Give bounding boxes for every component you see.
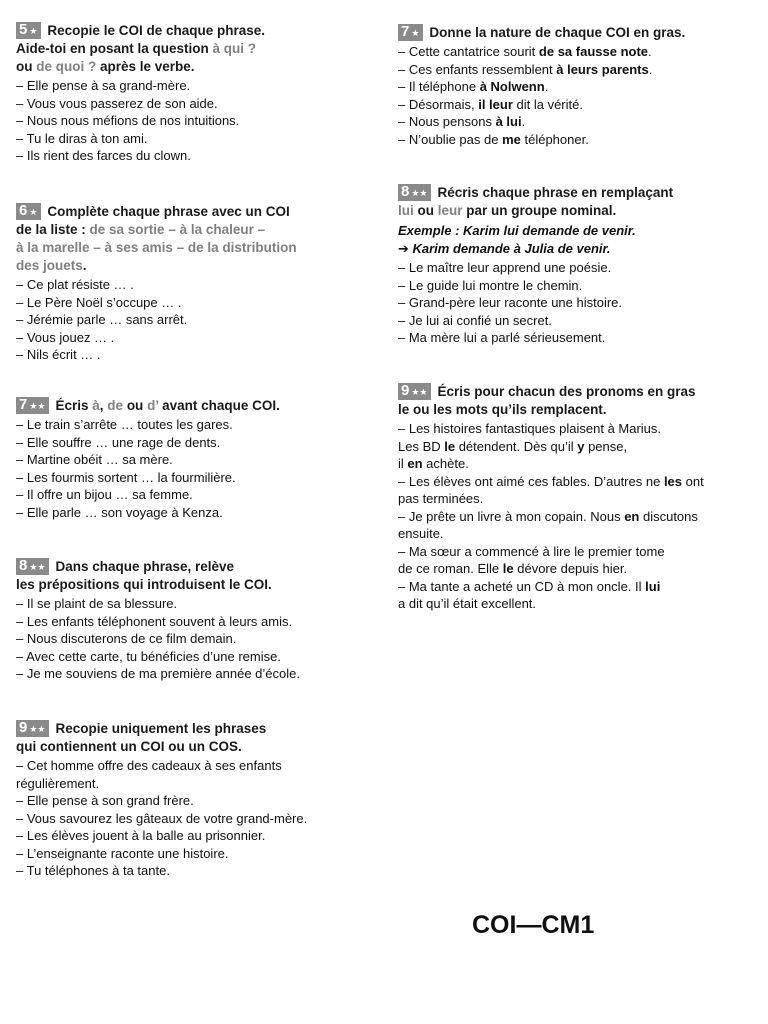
list-item: – Ma mère lui a parlé sérieusement. xyxy=(398,330,606,345)
exercise-7-right xyxy=(398,24,758,148)
text-line: il en achète. xyxy=(398,456,469,471)
text-line: – Ma tante a acheté un CD à mon oncle. Il lui xyxy=(398,578,661,594)
list-item: – Elle pense à son grand frère. xyxy=(16,793,194,808)
list-item: – Elle pense à sa grand-mère. xyxy=(16,78,191,93)
star-icon: ★★ xyxy=(411,188,428,198)
list-item: – L’enseignante raconte une histoire. xyxy=(16,845,229,861)
text-line: – Je prête un livre à mon copain. Nous en discutons xyxy=(398,508,698,524)
star-icon: ★★ xyxy=(29,401,46,411)
exercise-number-badge: 7 ★ xyxy=(398,24,423,41)
list-item: – Les enfants téléphonent souvent à leurs amis. xyxy=(16,613,293,629)
exercise-7-heading: 7 ★★ Écris à, de ou d’ avant chaque COI. xyxy=(16,397,366,415)
list-item: – Cette cantatrice sourit de sa fausse note. xyxy=(398,44,652,59)
text-line: ensuite. xyxy=(398,526,444,541)
list-item: – Elle souffre … une rage de dents. xyxy=(16,434,221,450)
list-item: – Nous discuterons de ce film demain. xyxy=(16,631,237,646)
example-block: Exemple : Karim lui demande de venir. ➔ Karim demande à Julia de venir. xyxy=(398,223,636,256)
text-line: Les BD le détendent. Dès qu’il y pense, xyxy=(398,438,628,454)
page-title: COI—CM1 xyxy=(472,911,595,939)
list-item: – Tu téléphones à ta tante. xyxy=(16,863,170,878)
list-item: – Il téléphone à Nolwenn. xyxy=(398,79,549,94)
exercise-8-left xyxy=(16,558,366,683)
exercise-9-heading: 9 ★★ Recopie uniquement les phrases qui contiennent un COI ou un COS. xyxy=(16,719,267,754)
exercise-number-badge: 7 ★★ xyxy=(16,397,49,414)
list-item: – Jérémie parle … sans arrêt. xyxy=(16,312,188,327)
list-item: – Nous nous méfions de nos intuitions. xyxy=(16,113,240,128)
exercise-8-list xyxy=(16,595,366,683)
exercise-9-heading: 9 ★★ Écris pour chacun des pronoms en gras le ou les mots qu’ils remplacent. xyxy=(398,382,696,417)
list-item: – Les élèves jouent à la balle au prisonnier. xyxy=(16,828,266,843)
list-item: – Vous savourez les gâteaux de votre grand-mère. xyxy=(16,810,308,826)
list-item: – Il se plaint de sa blessure. xyxy=(16,596,178,611)
list-item: – Je lui ai confié un secret. xyxy=(398,312,552,328)
exercise-9-left xyxy=(16,720,366,880)
exercise-8-heading: 8 ★★ Récris chaque phrase en remplaçant lui ou leur par un groupe nominal. xyxy=(398,183,674,218)
exercise-6 xyxy=(16,203,366,364)
text-line: de ce roman. Elle le dévore depuis hier. xyxy=(398,561,628,576)
list-item: régulièrement. xyxy=(16,775,100,791)
exercise-number-badge: 8 ★★ xyxy=(16,558,49,575)
list-item: – Ces enfants ressemblent à leurs parents. xyxy=(398,61,653,77)
exercise-6-list xyxy=(16,276,366,364)
list-item: – Nils écrit … . xyxy=(16,347,101,362)
exercise-number-badge: 5 ★ xyxy=(16,22,41,39)
star-icon: ★ xyxy=(29,207,38,217)
star-icon: ★★ xyxy=(29,562,46,572)
list-item: – Martine obéit … sa mère. xyxy=(16,452,173,467)
list-item: – Ils rient des farces du clown. xyxy=(16,148,191,163)
exercise-number-badge: 8 ★★ xyxy=(398,184,431,201)
exercise-5-list xyxy=(16,77,366,165)
exercise-number-badge: 6 ★ xyxy=(16,203,41,220)
exercise-5-heading: 5 ★ Recopie le COI de chaque phrase. Aide-toi en posant la question à qui ? ou de quoi ? après le verbe. xyxy=(16,21,265,74)
exercise-9-list xyxy=(16,757,366,880)
list-item: – Désormais, il leur dit la vérité. xyxy=(398,96,583,112)
exercise-8-heading: 8 ★★ Dans chaque phrase, relève les prépositions qui introduisent le COI. xyxy=(16,557,272,592)
exercise-8-list xyxy=(398,259,758,347)
list-item: – Cet homme offre des cadeaux à ses enfants xyxy=(16,758,282,773)
star-icon: ★ xyxy=(29,26,38,36)
exercise-9-right xyxy=(398,383,758,613)
star-icon: ★★ xyxy=(411,387,428,397)
exercise-9-text xyxy=(398,420,758,613)
exercise-7-left xyxy=(16,397,366,521)
list-item: – Je me souviens de ma première année d’école. xyxy=(16,666,300,681)
list-item: – Les fourmis sortent … la fourmilière. xyxy=(16,469,236,485)
exercise-number-badge: 9 ★★ xyxy=(398,383,431,400)
exercise-5 xyxy=(16,22,366,165)
exercise-7-list xyxy=(16,416,366,521)
exercise-7-list xyxy=(398,43,758,148)
text-line: a dit qu’il était excellent. xyxy=(398,596,537,611)
list-item: – Grand-père leur raconte une histoire. xyxy=(398,295,623,310)
exercise-7-heading: 7 ★ Donne la nature de chaque COI en gras. xyxy=(398,24,758,42)
list-item: – Il offre un bijou … sa femme. xyxy=(16,487,193,502)
list-item: – Nous pensons à lui. xyxy=(398,114,526,129)
list-item: – Le maître leur apprend une poésie. xyxy=(398,260,612,275)
list-item: – Le Père Noël s’occupe … . xyxy=(16,294,182,310)
list-item: – Vous jouez … . xyxy=(16,329,115,345)
text-line: – Les élèves ont aimé ces fables. D’autres ne les ont xyxy=(398,473,704,489)
exercise-number-badge: 9 ★★ xyxy=(16,720,49,737)
list-item: – Tu le diras à ton ami. xyxy=(16,130,148,146)
list-item: – Avec cette carte, tu bénéficies d’une remise. xyxy=(16,648,281,664)
star-icon: ★ xyxy=(411,28,420,38)
list-item: – Elle parle … son voyage à Kenza. xyxy=(16,504,223,520)
star-icon: ★★ xyxy=(29,724,46,734)
list-item: – N’oublie pas de me téléphoner. xyxy=(398,131,589,147)
text-line: – Les histoires fantastiques plaisent à Marius. xyxy=(398,421,662,436)
exercise-6-heading: 6 ★ Complète chaque phrase avec un COI de la liste : de sa sortie – à la chaleur – à la marelle – à ses amis – de la distribution des jouets. xyxy=(16,202,297,273)
list-item: – Le guide lui montre le chemin. xyxy=(398,277,583,293)
list-item: – Ce plat résiste … . xyxy=(16,277,134,292)
text-line: – Ma sœur a commencé à lire le premier tome xyxy=(398,543,665,559)
list-item: – Vous vous passerez de son aide. xyxy=(16,95,218,111)
exercise-8-right xyxy=(398,184,758,347)
text-line: pas terminées. xyxy=(398,491,484,506)
list-item: – Le train s’arrête … toutes les gares. xyxy=(16,417,233,432)
